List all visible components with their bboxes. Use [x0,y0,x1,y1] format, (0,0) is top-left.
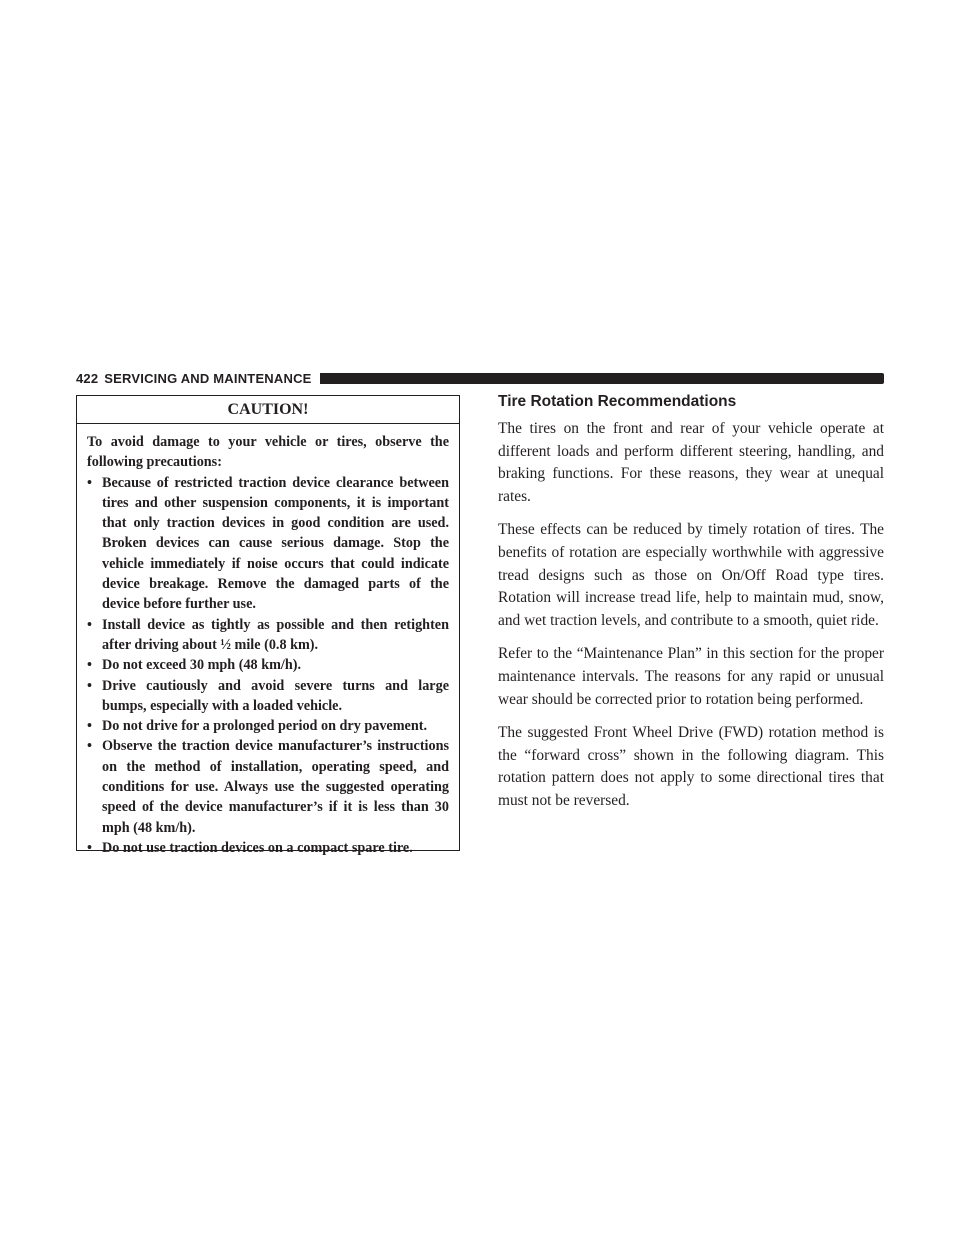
paragraph: Refer to the “Maintenance Plan” in this section for the proper maintenance intervals. The reasons for any rapid or unusual wear should be corrected prior to rotation being performed. [498,645,884,708]
bullet-icon: • [87,657,92,674]
bullet-icon: • [87,677,92,694]
caution-list [87,473,449,859]
section-title: Tire Rotation Recommendations [498,393,737,410]
bullet-icon: • [87,474,92,491]
paragraph: These effects can be reduced by timely rotation of tires. The benefits of rotation are especially worthwhile with aggressive tread designs such as those on On/Off Road type tires. Rotation will increase tread life, help to maintain mud, snow, and wet traction levels, and contribute to a smooth, quiet ride. [498,521,884,629]
page-header [76,370,884,386]
caution-item: • Do not drive for a prolonged period on dry pavement. [87,716,449,736]
caution-item: • Install device as tightly as possible and then retighten after driving about ½ mile (0.8 km). [87,616,449,653]
tire-rotation-section [498,392,884,824]
caution-title: CAUTION! [77,396,459,424]
paragraph: The tires on the front and rear of your vehicle operate at different loads and perform different steering, handling, and braking functions. For these reasons, they wear at unequal rates. [498,420,884,505]
bullet-icon: • [87,839,92,856]
bullet-icon: • [87,738,92,755]
bullet-icon: • [87,718,92,735]
header-rule [320,373,884,384]
page-number: 422 [76,370,99,386]
caution-body [77,424,459,858]
caution-item: • Because of restricted traction device clearance between tires and other suspension components, it is important that only traction devices in good condition are used. Broken devices can cause serious damage. Stop the vehicle immediately if noise occurs that could indicate device breakage. Remove the damaged parts of the device before further use. [87,474,449,613]
bullet-icon: • [87,616,92,633]
caution-intro: To avoid damage to your vehicle or tires, observe the following precautions: [87,434,449,471]
caution-box [76,395,460,856]
caution-item: • Drive cautiously and avoid severe turns and large bumps, especially with a loaded vehicle. [87,677,449,714]
section-name: SERVICING AND MAINTENANCE [104,370,312,386]
caution-item: • Observe the traction device manufacturer’s instructions on the method of installation, operating speed, and conditions for use. Always use the suggested operating speed of the device manufacturer’s if it is less than 30 mph (48 km/h). [87,738,449,836]
caution-item: • Do not exceed 30 mph (48 km/h). [87,655,449,675]
paragraph: The suggested Front Wheel Drive (FWD) rotation method is the “forward cross” shown in the following diagram. This rotation pattern does not apply to some directional tires that must not be reversed. [498,724,884,809]
caution-item: • Do not use traction devices on a compact spare tire. [87,838,449,858]
